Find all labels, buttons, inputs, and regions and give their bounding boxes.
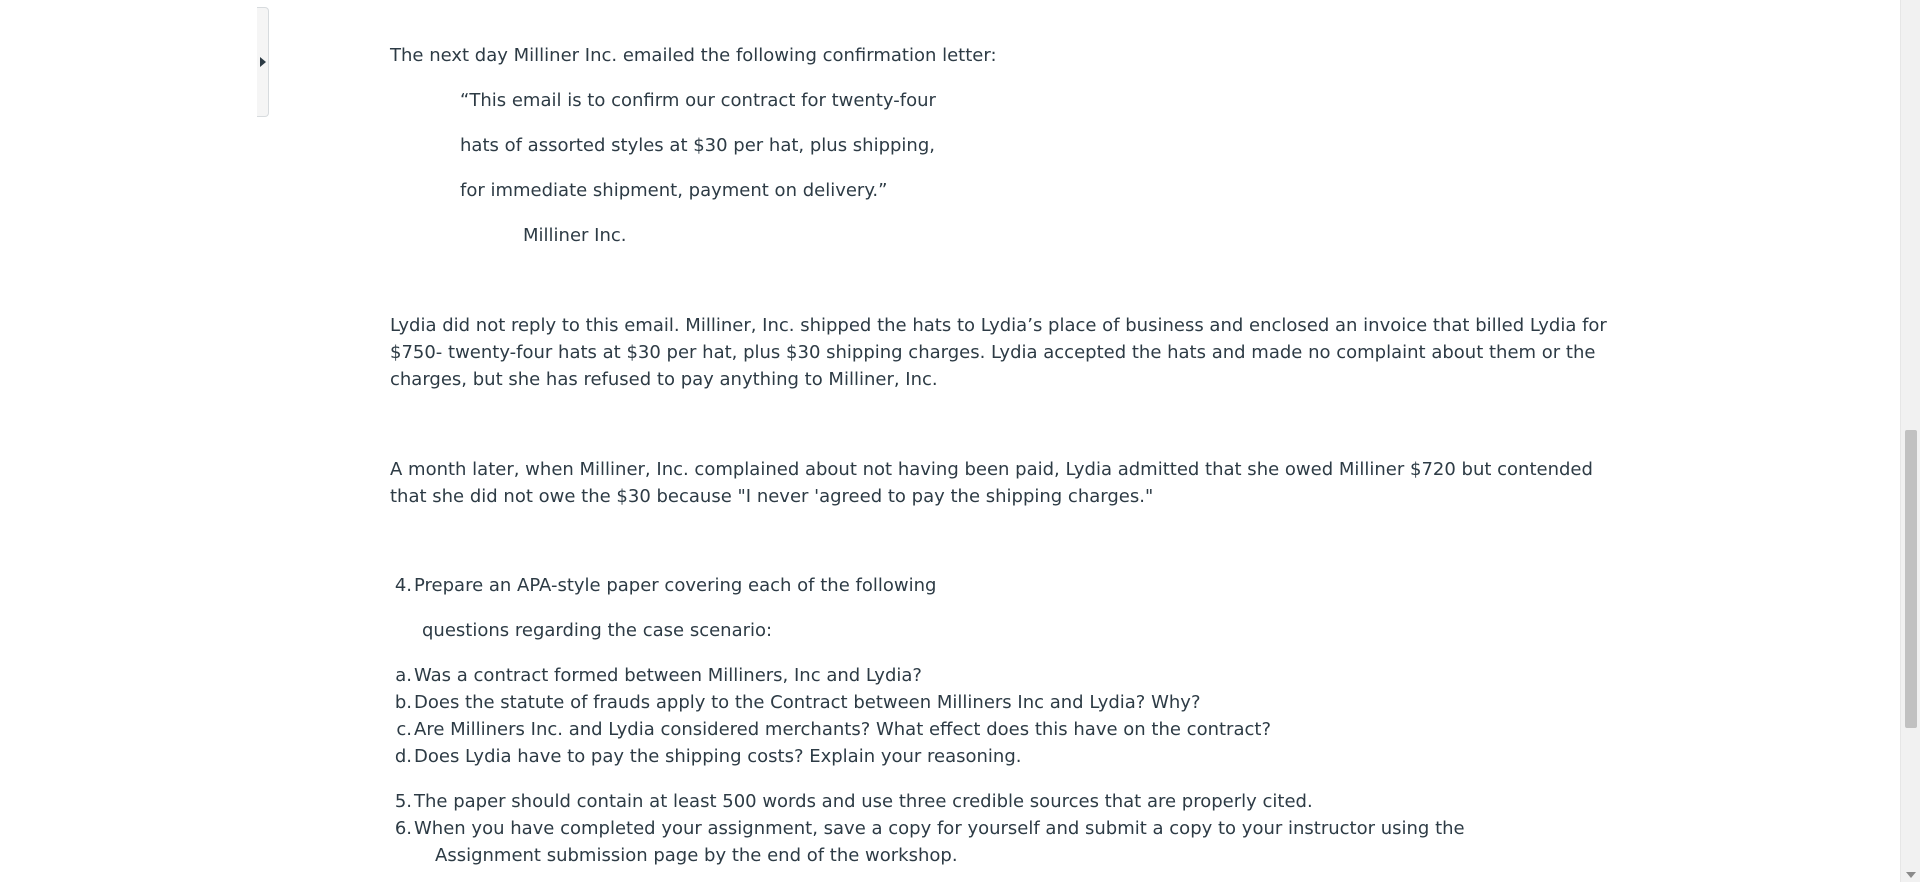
paragraph-lydia-reply: Lydia did not reply to this email. Milliner, Inc. shipped the hats to Lydia’s place of business and enclosed an invoice that billed Lydia for $750- twenty-four hats at $30 per hat, plus $30 shipping charges. Lydia accepted the hats and made no complaint about them or the charges, but she has refused to pay anything to Milliner, Inc. — [390, 315, 1607, 390]
collapse-sidebar-tab[interactable] — [257, 7, 269, 117]
step-6-line-2: Assignment submission page by the end of the workshop. — [435, 845, 958, 866]
letter-signature: Milliner Inc. — [523, 225, 627, 246]
step-4-line-1: 4. Prepare an APA-style paper covering each of the following — [390, 572, 936, 599]
letter-line-2: hats of assorted styles at $30 per hat, plus shipping, — [460, 135, 935, 156]
scrollbar-thumb[interactable] — [1905, 430, 1917, 728]
vertical-scrollbar[interactable] — [1900, 0, 1920, 882]
question-item: b. Does the statute of frauds apply to the Contract between Milliners Inc and Lydia? Why? — [394, 692, 1201, 713]
step-5: 5. The paper should contain at least 500 words and use three credible sources that are properly cited. — [394, 791, 1313, 812]
caret-right-icon — [260, 57, 266, 67]
intro-text: The next day Milliner Inc. emailed the following confirmation letter: — [390, 45, 997, 66]
step-6-line-1: 6. When you have completed your assignment, save a copy for yourself and submit a copy to your instructor using the — [394, 818, 1465, 839]
step-4-line-2: questions regarding the case scenario: — [422, 620, 773, 641]
letter-line-1: “This email is to confirm our contract for twenty-four — [460, 90, 936, 111]
step-4-number: 4. — [394, 575, 412, 596]
question-item: a. Was a contract formed between Milliners, Inc and Lydia? — [395, 665, 922, 686]
paragraph-month-later: A month later, when Milliner, Inc. complained about not having been paid, Lydia admitted that she owed Milliner $720 but contended that she did not owe the $30 because "I never 'agreed to pay the shipping charges." — [390, 459, 1593, 507]
scroll-down-arrow-icon[interactable] — [1906, 872, 1916, 878]
question-item: d. Does Lydia have to pay the shipping costs? Explain your reasoning. — [394, 746, 1022, 767]
letter-line-3: for immediate shipment, payment on delivery.” — [460, 180, 888, 201]
question-item: c. Are Milliners Inc. and Lydia considered merchants? What effect does this have on the contract? — [396, 719, 1271, 740]
